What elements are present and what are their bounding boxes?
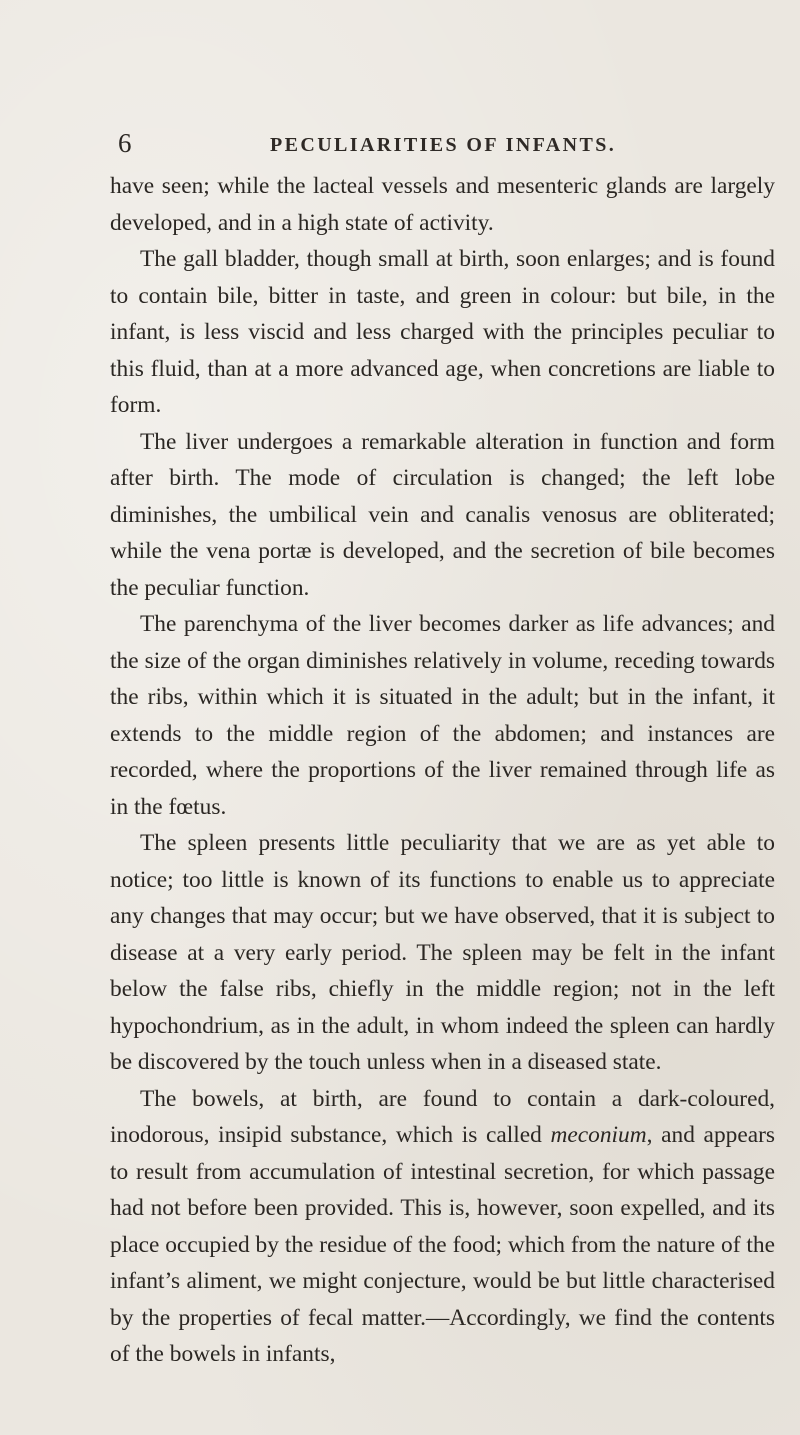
paragraph-liver-function: The liver undergoes a remarkable alteration in function and form after birth. The mode of circulation is changed; the left lobe diminishes, the umbilical vein and canalis venosus are obliterated; while the vena portæ is developed, and the secretion of bile becomes the peculiar function. xyxy=(110,428,775,601)
paragraph-spleen: The spleen presents little peculiarity that we are as yet able to notice; too little is known of its functions to enable us to appreciate any changes that may occur; but we have observed, that it is subject to disease at a very early period. The spleen may be felt in the infant below the false ribs, chiefly in the middle region; not in the left hypochondrium, as in the adult, in whom indeed the spleen can hardly be discovered by the touch unless when in a diseased state. xyxy=(110,830,775,1075)
page-number: 6 xyxy=(118,128,132,158)
bowels-text-start: The bowels, at birth, are found to contain a dark-coloured, inodorous, insipid substance, which is called xyxy=(110,1085,775,1148)
paragraph-bowels xyxy=(110,1081,775,1373)
paragraph-gall-bladder: The gall bladder, though small at birth, soon enlarges; and is found to contain bile, bitter in taste, and green in colour: but bile, in the infant, is less viscid and less charged with the principles peculiar to this fluid, than at a more advanced age, when concretions are liable to form. xyxy=(110,246,775,418)
paragraph-liver-parenchyma: The parenchyma of the liver becomes darker as life advances; and the size of the organ diminishes relatively in volume, receding towards the ribs, within which it is situated in the adult; but in the infant, it extends to the middle region of the abdomen; and instances are recorded, where the proportions of the liver remained through life as in the fœtus. xyxy=(110,611,775,820)
running-title: PECULIARITIES OF INFANTS. xyxy=(270,134,617,156)
paragraph-lacteal: have seen; while the lacteal vessels and mesenteric glands are largely developed, and in a high state of activity. xyxy=(110,173,775,236)
meconium-term: meconium xyxy=(550,1122,647,1148)
body-text xyxy=(110,168,775,1373)
bowels-text-end: , and appears to result from accumulation of intestinal secretion, for which passage had not before been provided. This is, however, soon expelled, and its place occupied by the residue of the food; which from the nature of the infant’s aliment, we might conjecture, would be but little characterised by the properties of fecal matter.—Accordingly, we find the contents of the bowels in infants, xyxy=(110,1122,775,1367)
running-head xyxy=(118,128,768,168)
